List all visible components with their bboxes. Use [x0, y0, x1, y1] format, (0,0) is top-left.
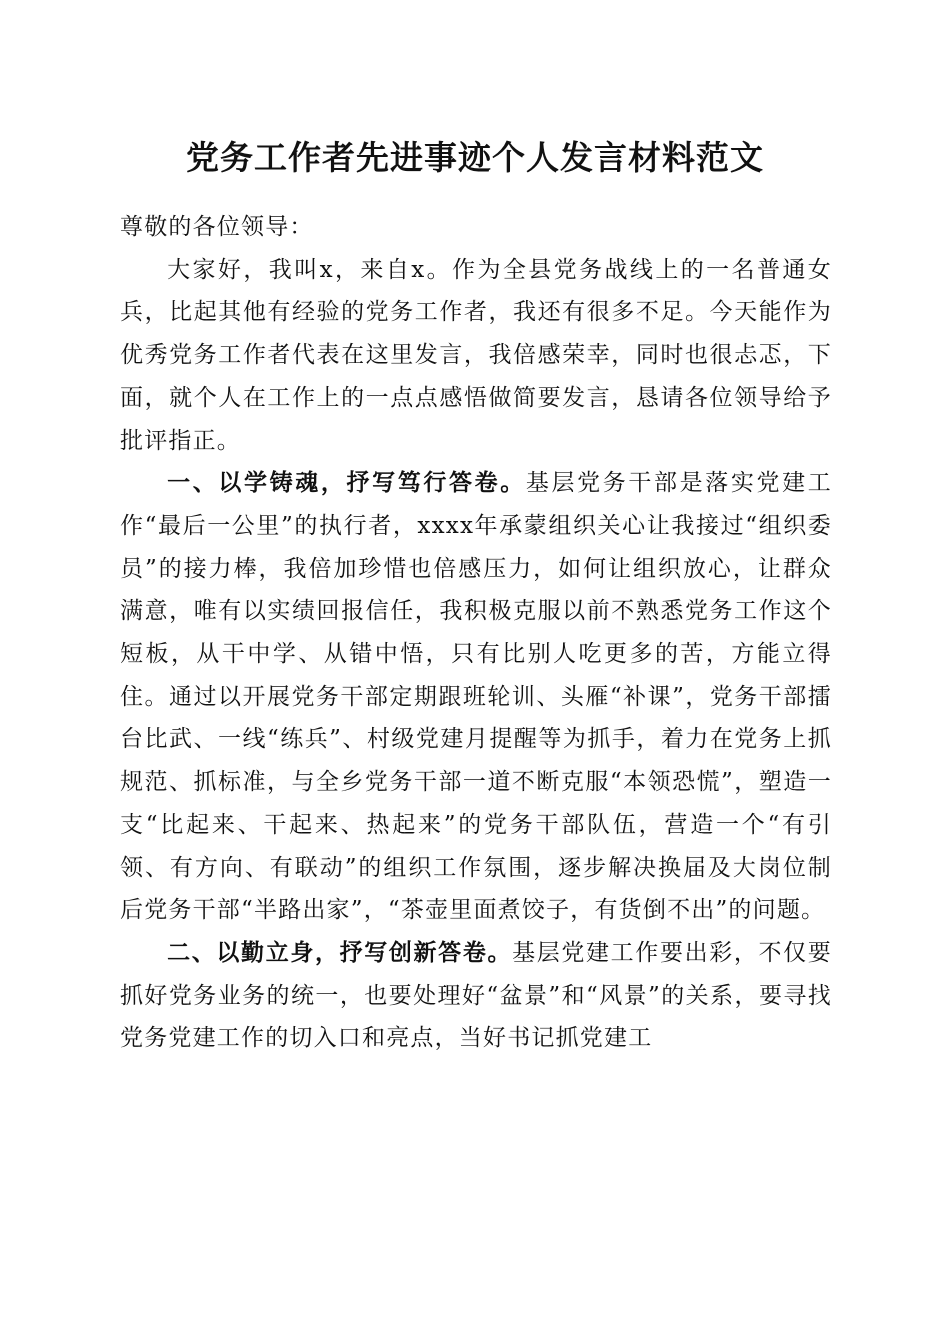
document-title: 党务工作者先进事迹个人发言材料范文	[186, 138, 764, 177]
section-heading-1: 一、以学铸魂，抒写笃行答卷。	[167, 469, 526, 497]
document-body	[120, 206, 832, 1060]
section-heading-2: 二、以勤立身，抒写创新答卷。	[167, 938, 513, 966]
section-text-1: 基层党务干部是落实党建工作“最后一公里”的执行者，xxxx年承蒙组织关心让我接过“组织委员”的接力棒，我倍加珍惜也倍感压力，如何让组织放心，让群众满意，唯有以实绩回报信任，我积极克服以前不熟悉党务工作这个短板，从干中学、从错中悟，只有比别人吃更多的苦，方能立得住。通过以开展党务干部定期跟班轮训、头雁“补课”，党务干部擂台比武、一线“练兵”、村级党建月提醒等为抓手，着力在党务上抓规范、抓标准，与全乡党务干部一道不断克服“本领恐慌”，塑造一支“比起来、干起来、热起来”的党务干部队伍，营造一个“有引领、有方向、有联动”的组织工作氛围，逐步解决换届及大岗位制后党务干部“半路出家”，“茶壶里面煮饺子，有货倒不出”的问题。	[120, 470, 832, 924]
section-text-2: 基层党建工作要出彩，不仅要抓好党务业务的统一，也要处理好“盆景”和“风景”的关系，要寻找党务党建工作的切入口和亮点，当好书记抓党建工	[120, 939, 832, 1052]
intro-paragraph: 大家好，我叫x，来自x。作为全县党务战线上的一名普通女兵，比起其他有经验的党务工作者，我还有很多不足。今天能作为优秀党务工作者代表在这里发言，我倍感荣幸，同时也很忐忑，下面，就个人在工作上的一点点感悟做简要发言，恳请各位领导给予批评指正。	[120, 256, 832, 454]
salutation: 尊敬的各位领导：	[120, 214, 314, 240]
section-paragraph-2	[120, 932, 832, 1060]
section-paragraph-1	[120, 462, 832, 932]
